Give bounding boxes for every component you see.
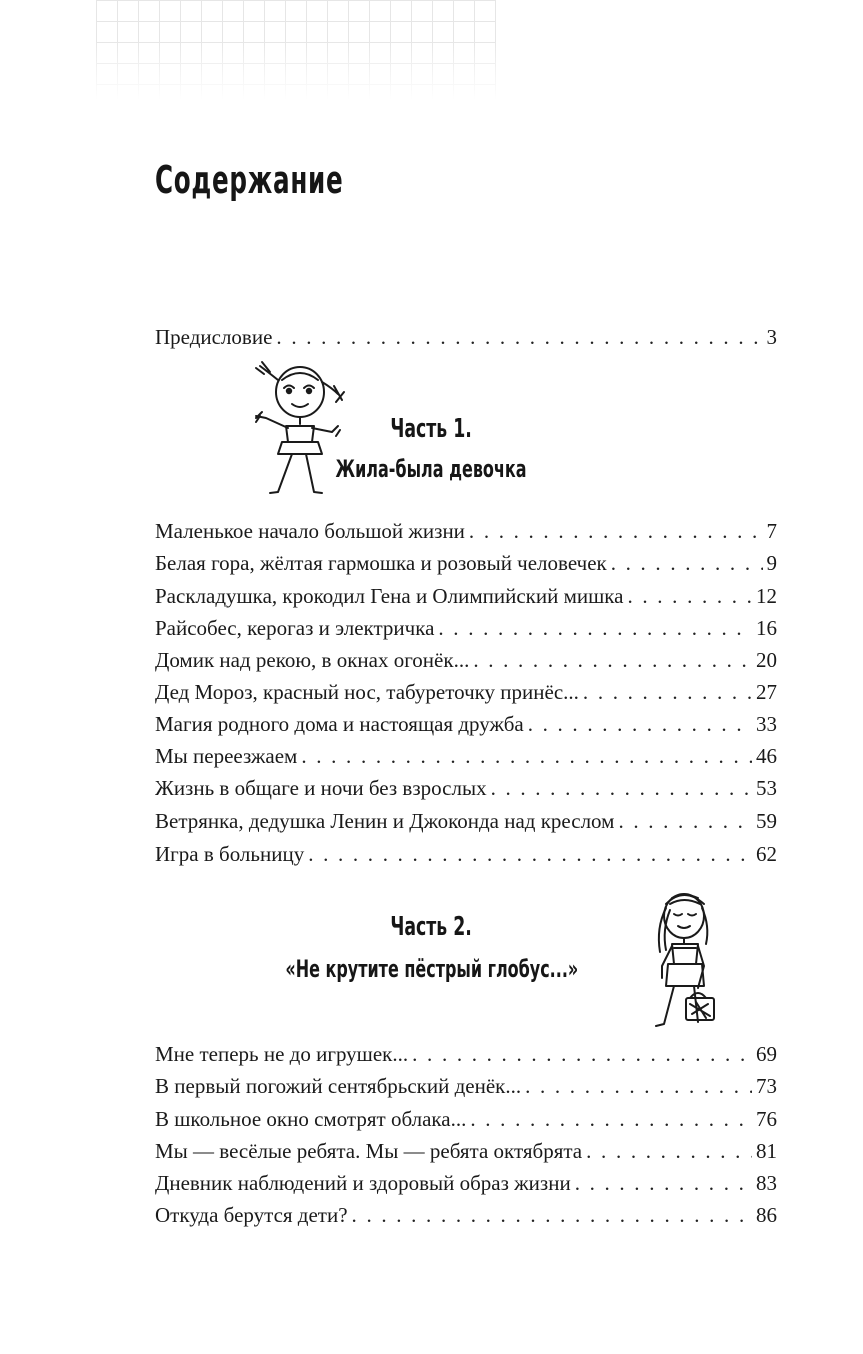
toc-leader-dots xyxy=(528,708,752,740)
toc-leader-dots xyxy=(586,1135,752,1167)
toc-entry-label: Жизнь в общаге и ночи без взрослых xyxy=(155,776,487,800)
toc-leader-dots xyxy=(469,515,763,547)
toc-leader-dots xyxy=(491,772,752,804)
toc-entry-label: В школьное окно смотрят облака... xyxy=(155,1107,467,1131)
toc-leader-dots xyxy=(308,838,752,870)
toc-entry-page: 62 xyxy=(756,842,777,866)
toc-entry-label: Дневник наблюдений и здоровый образ жизни xyxy=(155,1171,571,1195)
toc-entry[interactable] xyxy=(155,740,777,772)
toc-entry[interactable] xyxy=(155,838,777,870)
toc-leader-dots xyxy=(470,1103,752,1135)
toc-entry-label: Магия родного дома и настоящая дружба xyxy=(155,712,524,736)
toc-entry[interactable] xyxy=(155,805,777,837)
toc-entry-page: 73 xyxy=(756,1074,777,1098)
part2-name: «Не крутите пёстрый глобус...» xyxy=(285,955,578,983)
toc-entry-label: Откуда берутся дети? xyxy=(155,1203,348,1227)
toc-leader-dots xyxy=(525,1070,752,1102)
toc-entry-page: 9 xyxy=(766,551,777,575)
toc-entry-label: Домик над рекою, в окнах огонёк... xyxy=(155,648,470,672)
toc-entry-label: Мы — весёлые ребята. Мы — ребята октябрята xyxy=(155,1139,583,1163)
toc-entry-page: 69 xyxy=(756,1042,777,1066)
toc-entry[interactable] xyxy=(155,772,777,804)
toc-entry[interactable] xyxy=(155,1038,777,1070)
toc-entry[interactable] xyxy=(155,644,777,676)
grid-paper-decoration xyxy=(96,0,496,100)
toc-entry-page: 7 xyxy=(766,519,777,543)
page-title: Содержание xyxy=(155,158,344,202)
toc-leader-dots xyxy=(412,1038,752,1070)
toc-leader-dots xyxy=(438,612,752,644)
part1-number: Часть 1. xyxy=(390,414,473,444)
toc-entry-label: Мы переезжаем xyxy=(155,744,298,768)
toc-leader-dots xyxy=(301,740,752,772)
toc-entry-label: Дед Мороз, красный нос, табуреточку принёс... xyxy=(155,680,579,704)
toc-leader-dots xyxy=(618,805,752,837)
toc-entry-page: 20 xyxy=(756,648,777,672)
toc-entry-page: 33 xyxy=(756,712,777,736)
toc-entry[interactable] xyxy=(155,1135,777,1167)
toc-entry-preface[interactable] xyxy=(155,321,777,353)
toc-leader-dots xyxy=(627,580,752,612)
toc-entry-page: 16 xyxy=(756,616,777,640)
toc-entry-page: 81 xyxy=(756,1139,777,1163)
toc-entry-label: Райсобес, керогаз и электричка xyxy=(155,616,435,640)
toc-entry-page: 12 xyxy=(756,584,777,608)
schoolgirl-with-bag-icon xyxy=(640,888,724,1030)
toc-entry[interactable] xyxy=(155,515,777,547)
toc-leader-dots xyxy=(473,644,752,676)
toc-entry[interactable] xyxy=(155,708,777,740)
toc-entry[interactable] xyxy=(155,547,777,579)
toc-entry-page: 76 xyxy=(756,1107,777,1131)
toc-leader-dots xyxy=(352,1199,752,1231)
toc-leader-dots xyxy=(583,676,752,708)
toc-leader-dots xyxy=(575,1167,752,1199)
toc-entry[interactable] xyxy=(155,580,777,612)
part2-number: Часть 2. xyxy=(390,912,473,942)
toc-entry-label: Предисловие xyxy=(155,325,273,349)
toc-leader-dots xyxy=(611,547,763,579)
toc-entry-label: Маленькое начало большой жизни xyxy=(155,519,465,543)
toc-entry-label: Игра в больницу xyxy=(155,842,305,866)
toc-entry-label: Ветрянка, дедушка Ленин и Джоконда над креслом xyxy=(155,809,615,833)
toc-entry-page: 27 xyxy=(756,680,777,704)
toc-entry-page: 46 xyxy=(756,744,777,768)
toc-leader-dots xyxy=(276,321,762,353)
toc-entry-label: В первый погожий сентябрьский денёк... xyxy=(155,1074,522,1098)
part1-name: Жила-была девочка xyxy=(336,455,527,483)
toc-entry[interactable] xyxy=(155,676,777,708)
toc-entry[interactable] xyxy=(155,1199,777,1231)
toc-entry[interactable] xyxy=(155,1070,777,1102)
toc-entry-label: Белая гора, жёлтая гармошка и розовый человечек xyxy=(155,551,607,575)
toc-entry-page: 83 xyxy=(756,1171,777,1195)
toc-entry[interactable] xyxy=(155,1167,777,1199)
toc-entry-page: 86 xyxy=(756,1203,777,1227)
toc-entry-page: 59 xyxy=(756,809,777,833)
toc-entry-label: Раскладушка, крокодил Гена и Олимпийский мишка xyxy=(155,584,624,608)
toc-entry-label: Мне теперь не до игрушек... xyxy=(155,1042,409,1066)
toc-entry[interactable] xyxy=(155,1103,777,1135)
toc-entry[interactable] xyxy=(155,612,777,644)
toc-entry-page: 3 xyxy=(766,325,777,349)
toc-entry-page: 53 xyxy=(756,776,777,800)
